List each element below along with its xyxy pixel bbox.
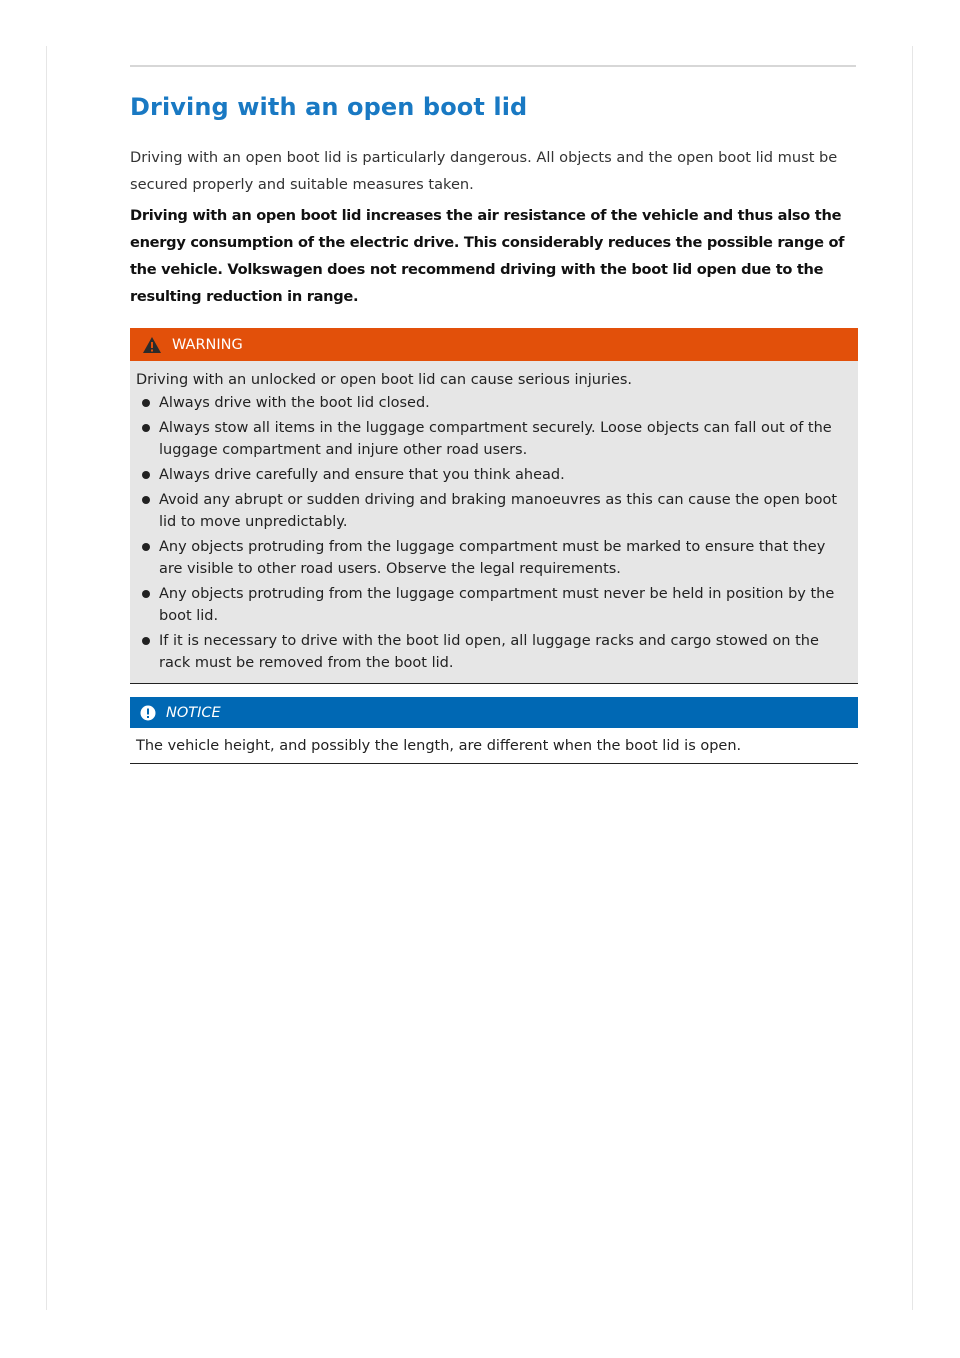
top-rule [130, 65, 856, 67]
list-item: Always drive carefully and ensure that you think ahead. [136, 464, 850, 486]
bullet-icon [142, 496, 150, 504]
warning-triangle-icon [142, 336, 162, 354]
notice-box [130, 697, 858, 764]
right-margin-line [912, 46, 913, 1310]
list-item: Always drive with the boot lid closed. [136, 392, 850, 414]
bullet-icon [142, 543, 150, 551]
bullet-icon [142, 424, 150, 432]
warning-body [130, 361, 858, 684]
section-title: Driving with an open boot lid [130, 93, 528, 121]
list-item: Any objects protruding from the luggage compartment must be marked to ensure that they are visible to other road users. Observe the legal requirements. [136, 536, 850, 580]
bullet-icon [142, 399, 150, 407]
warning-label: WARNING [172, 336, 243, 353]
bullet-icon [142, 590, 150, 598]
exclamation-circle-icon [140, 705, 156, 721]
range-note: Driving with an open boot lid increases the air resistance of the vehicle and thus also the energy consumption of the electric drive. This considerably reduces the possible range of the vehicle. Volkswagen does not recommend driving with the boot lid open due to the resulting reduction in range. [130, 207, 845, 305]
list-item: Avoid any abrupt or sudden driving and braking manoeuvres as this can cause the open boot lid to move unpredictably. [136, 489, 850, 533]
warning-list [136, 392, 850, 674]
bullet-icon [142, 471, 150, 479]
warning-box [130, 328, 858, 684]
notice-label: NOTICE [166, 704, 221, 721]
notice-header [130, 697, 858, 728]
list-item: Any objects protruding from the luggage compartment must never be held in position by the boot lid. [136, 583, 850, 627]
warning-lead: Driving with an unlocked or open boot lid can cause serious injuries. [136, 372, 633, 388]
bullet-icon [142, 637, 150, 645]
warning-header [130, 328, 858, 361]
page-content [130, 90, 858, 764]
notice-text: The vehicle height, and possibly the length, are different when the boot lid is open. [130, 728, 858, 764]
intro-paragraph: Driving with an open boot lid is particularly dangerous. All objects and the open boot lid must be secured properly and suitable measures taken. [130, 149, 838, 193]
left-margin-line [46, 46, 47, 1310]
list-item: If it is necessary to drive with the boot lid open, all luggage racks and cargo stowed on the rack must be removed from the boot lid. [136, 630, 850, 674]
list-item: Always stow all items in the luggage compartment securely. Loose objects can fall out of the luggage compartment and injure other road users. [136, 417, 850, 461]
